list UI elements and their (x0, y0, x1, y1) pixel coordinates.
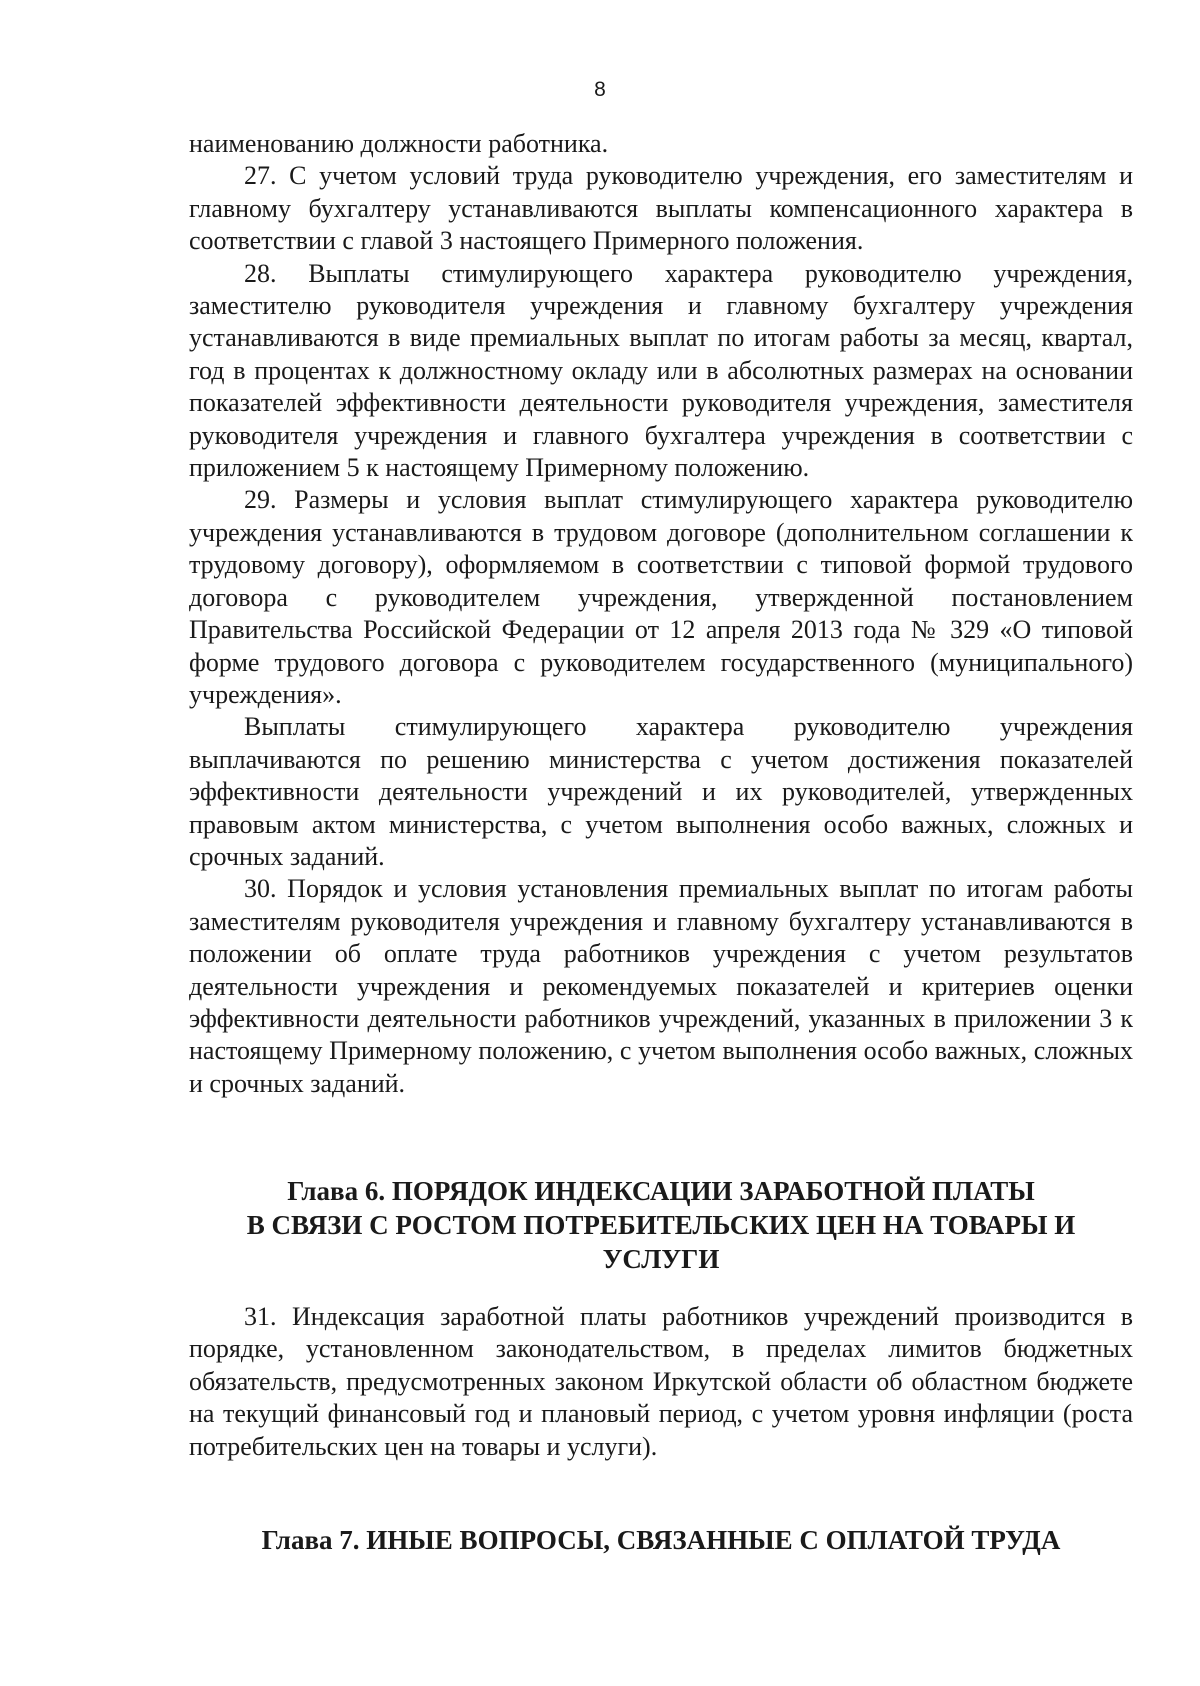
paragraph-30: 30. Порядок и условия установления премиальных выплат по итогам работы заместителям руководителя учреждения и главному бухгалтеру устанавливаются в положении об оплате труда работников учреждения с учетом результатов деятельности учреждения и рекомендуемых показателей и критериев оценки эффективности деятельности работников учреждений, указанных в приложении 3 к настоящему Примерному положению, с учетом выполнения особо важных, сложных и срочных заданий. (189, 874, 1133, 1098)
paragraph-29: 29. Размеры и условия выплат стимулирующего характера руководителю учреждения устанавливаются в трудовом договоре (дополнительном соглашении к трудовому договору), оформляемом в соответствии с типовой формой трудового договора с руководителем учреждения, утвержденной постановлением Правительства Российской Федерации от 12 апреля 2013 года № 329 «О типовой форме трудового договора с руководителем государственного (муниципального) учреждения». (189, 485, 1133, 709)
paragraph-28: 28. Выплаты стимулирующего характера руководителю учреждения, заместителю руководителя учреждения и главному бухгалтеру учреждения устанавливаются в виде премиальных выплат по итогам работы за месяц, квартал, год в процентах к должностному окладу или в абсолютных размерах на основании показателей эффективности деятельности руководителя учреждения, заместителя руководителя учреждения и главного бухгалтера учреждения в соответствии с приложением 5 к настоящему Примерному положению. (189, 258, 1133, 483)
chapter-6-heading-line: УСЛУГИ (602, 1244, 720, 1274)
chapter-6-text (189, 1301, 1133, 1463)
paragraph-27: 27. С учетом условий труда руководителю учреждения, его заместителям и главному бухгалтеру устанавливаются выплаты компенсационного характера в соответствии с главой 3 настоящего Примерного положения. (189, 161, 1133, 256)
paragraph-31: 31. Индексация заработной платы работников учреждений производится в порядке, установленном законодательством, в пределах лимитов бюджетных обязательств, предусмотренных законом Иркутской области об областном бюджете на текущий финансовый год и плановый период, с учетом уровня инфляции (роста потребительских цен на товары и услуги). (189, 1302, 1133, 1461)
main-text (189, 128, 1133, 1100)
paragraph-continuation: наименованию должности работника. (189, 129, 609, 158)
chapter-6-heading (189, 1174, 1133, 1276)
chapter-6-heading-line: Глава 6. ПОРЯДОК ИНДЕКСАЦИИ ЗАРАБОТНОЙ ПЛАТЫ (287, 1176, 1035, 1206)
chapter-7-heading: Глава 7. ИНЫЕ ВОПРОСЫ, СВЯЗАННЫЕ С ОПЛАТОЙ ТРУДА (261, 1525, 1061, 1555)
page-number: 8 (594, 78, 606, 101)
chapter-6-heading-line: В СВЯЗИ С РОСТОМ ПОТРЕБИТЕЛЬСКИХ ЦЕН НА ТОВАРЫ И (246, 1210, 1076, 1240)
paragraph-29-continued: Выплаты стимулирующего характера руководителю учреждения выплачиваются по решению министерства с учетом достижения показателей эффективности деятельности учреждений и их руководителей, утвержденных правовым актом министерства, с учетом выполнения особо важных, сложных и срочных заданий. (189, 712, 1133, 871)
